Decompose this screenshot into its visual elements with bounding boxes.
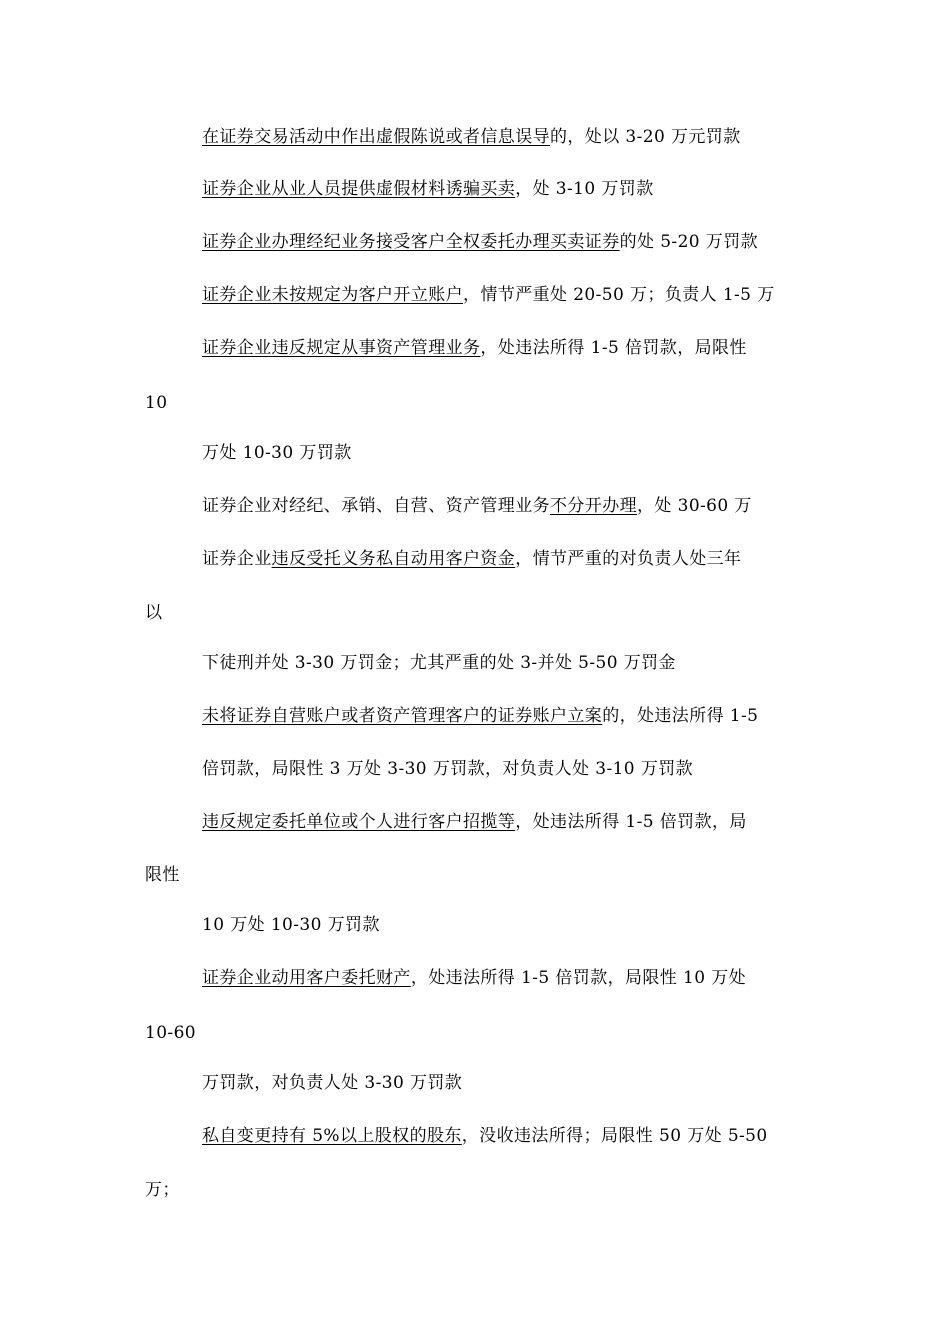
underlined-text: 违反规定委托单位或个人进行客户招揽等 xyxy=(202,812,516,832)
paragraph-line-wrap xyxy=(145,863,180,887)
underlined-text: 在证券交易活动中作出虚假陈说或者信息误导 xyxy=(202,127,550,147)
paragraph-line xyxy=(202,283,775,307)
underlined-text: 证券企业未按规定为客户开立账户 xyxy=(202,285,463,305)
line-text: 10 xyxy=(145,393,168,413)
line-text: 下徒刑并处 3-30 万罚金；尤其严重的处 3-并处 5-50 万罚金 xyxy=(202,653,676,673)
line-text: 的处 5-20 万罚款 xyxy=(619,232,759,252)
underlined-text: 证券企业动用客户委托财产 xyxy=(202,968,411,988)
paragraph-line xyxy=(202,125,741,149)
paragraph-line xyxy=(202,913,380,937)
paragraph-line xyxy=(202,651,676,675)
line-text: ，处违法所得 1-5 倍罚款，局 xyxy=(515,812,747,832)
line-text: ，情节严重处 20-50 万；负责人 1-5 万 xyxy=(463,285,775,305)
paragraph-line xyxy=(202,336,747,360)
line-text: ，处违法所得 1-5 倍罚款，局限性 xyxy=(480,338,747,358)
line-text: ，处 3-10 万罚款 xyxy=(515,179,654,199)
paragraph-line xyxy=(202,704,758,728)
line-text: 的，处违法所得 1-5 xyxy=(602,706,759,726)
underlined-text: 证券企业办理经纪业务接受客户全权委托办理买卖证券 xyxy=(202,232,620,252)
underlined-text: 未将证券自营账户或者资产管理客户的证券账户立案 xyxy=(202,706,603,726)
paragraph-line xyxy=(202,966,746,990)
paragraph-line xyxy=(202,1071,462,1095)
underlined-text: 违反受托义务私自动用客户资金 xyxy=(271,549,516,569)
line-text: 限性 xyxy=(145,865,180,885)
line-text: 万； xyxy=(145,1180,180,1200)
underlined-text: 不分开办理 xyxy=(550,496,637,516)
line-text: 的，处以 3-20 万元罚款 xyxy=(550,127,741,147)
paragraph-line xyxy=(202,1124,768,1148)
paragraph-line xyxy=(202,230,758,254)
paragraph-line xyxy=(202,757,693,781)
line-text: 万处 10-30 万罚款 xyxy=(202,443,352,463)
paragraph-line-wrap xyxy=(145,1021,196,1045)
line-text: 以 xyxy=(145,603,163,623)
paragraph-line xyxy=(202,810,747,834)
paragraph-line-wrap xyxy=(145,601,162,625)
line-text: 10-60 xyxy=(145,1023,197,1043)
underlined-text: 证券企业违反规定从事资产管理业务 xyxy=(202,338,481,358)
paragraph-line xyxy=(202,441,352,465)
line-text: 证券企业对经纪、承销、自营、资产管理业务 xyxy=(202,496,550,516)
line-text: 万罚款，对负责人处 3-30 万罚款 xyxy=(202,1073,463,1093)
paragraph-line xyxy=(202,547,741,571)
paragraph-line xyxy=(202,177,654,201)
line-text: 10 万处 10-30 万罚款 xyxy=(202,915,380,935)
line-text: ，处违法所得 1-5 倍罚款，局限性 10 万处 xyxy=(410,968,747,988)
line-text: ，处 30-60 万 xyxy=(637,496,752,516)
underlined-text: 私自变更持有 5%以上股权的股东 xyxy=(202,1126,462,1146)
underlined-text: 证券企业从业人员提供虚假材料诱骗买卖 xyxy=(202,179,516,199)
paragraph-line xyxy=(202,494,752,518)
paragraph-line-wrap xyxy=(145,1178,180,1202)
line-text: 证券企业 xyxy=(202,549,272,569)
line-text: ，情节严重的对负责人处三年 xyxy=(515,549,742,569)
line-text: 倍罚款，局限性 3 万处 3-30 万罚款，对负责人处 3-10 万罚款 xyxy=(202,759,694,779)
line-text: ，没收违法所得；局限性 50 万处 5-50 xyxy=(461,1126,768,1146)
paragraph-line-wrap xyxy=(145,391,167,415)
